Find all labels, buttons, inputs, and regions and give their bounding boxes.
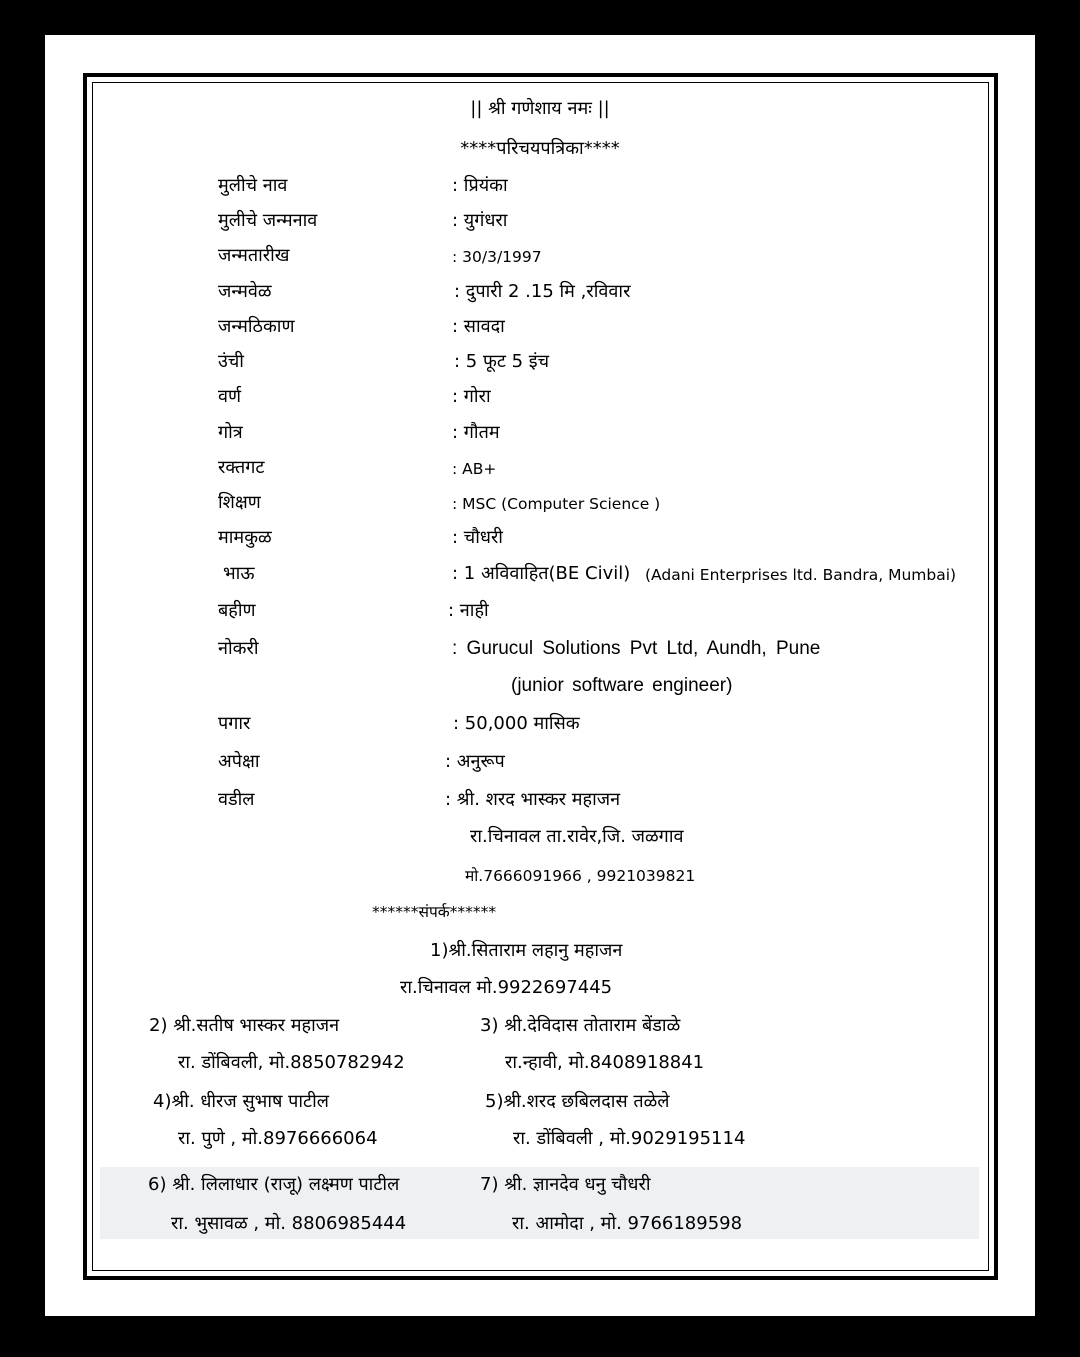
contact-4-address: रा. पुणे , मो.8976666064 [178,1128,378,1149]
value-job: : Gurucul Solutions Pvt Ltd, Aundh, Pune [452,638,821,659]
value-birth-time: : दुपारी 2 .15 मि ,रविवार [454,281,631,302]
contact-6-name: 6) श्री. लिलाधार (राजू) लक्ष्मण पाटील [148,1174,400,1195]
value-maternal-family: : चौधरी [452,527,503,548]
value-brother-employer: (Adani Enterprises ltd. Bandra, Mumbai) [645,566,957,584]
contact-heading: ******संपर्क****** [372,903,497,921]
value-gotra: : गौतम [452,422,500,443]
label-brother: भाऊ [223,563,255,584]
value-job-role: (junior software engineer) [511,675,733,696]
contact-2-address: रा. डोंबिवली, मो.8850782942 [178,1052,405,1073]
value-education: : MSC (Computer Science ) [452,495,661,513]
label-complexion: वर्ण [218,386,242,407]
label-name: मुलीचे नाव [218,175,288,196]
contact-5-name: 5)श्री.शरद छबिलदास तळेले [485,1091,670,1112]
contact-3-address: रा.न्हावी, मो.8408918841 [505,1052,705,1073]
contact-3-name: 3) श्री.देविदास तोताराम बेंडाळे [480,1015,681,1036]
value-expectation: : अनुरूप [445,751,505,772]
label-father: वडील [218,789,255,810]
label-birth-name: मुलीचे जन्मनाव [218,210,318,231]
label-birth-place: जन्मठिकाण [218,316,295,337]
value-birth-date: : 30/3/1997 [452,248,542,266]
value-blood-group: : AB+ [452,460,497,478]
contact-5-address: रा. डोंबिवली , मो.9029195114 [513,1128,746,1149]
contact-4-name: 4)श्री. धीरज सुभाष पाटील [153,1091,329,1112]
contact-6-address: रा. भुसावळ , मो. 8806985444 [171,1213,407,1234]
contact-7-name: 7) श्री. ज्ञानदेव धनु चौधरी [480,1174,651,1195]
contact-1-name: 1)श्री.सिताराम लहानु महाजन [430,940,623,961]
value-father-address: रा.चिनावल ता.रावेर,जि. जळगाव [470,826,684,847]
contact-7-address: रा. आमोदा , मो. 9766189598 [512,1213,743,1234]
label-expectation: अपेक्षा [218,751,260,772]
label-sister: बहीण [218,600,256,621]
label-gotra: गोत्र [218,422,243,443]
value-birth-place: : सावदा [452,316,505,337]
label-salary: पगार [218,713,251,734]
label-birth-time: जन्मवेळ [218,281,272,302]
value-father-phone: मो.7666091966 , 9921039821 [465,867,696,885]
value-father: : श्री. शरद भास्कर महाजन [445,789,621,810]
label-height: उंची [218,351,244,372]
value-complexion: : गोरा [452,386,491,407]
value-name: : प्रियंका [452,175,508,196]
contact-2-name: 2) श्री.सतीष भास्कर महाजन [149,1015,340,1036]
invocation-line: || श्री गणेशाय नमः || [470,98,610,119]
value-brother: : 1 अविवाहित(BE Civil) [452,563,631,584]
document-page [45,35,1035,1316]
label-maternal-family: मामकुळ [218,527,272,548]
label-birth-date: जन्मतारीख [218,245,290,266]
value-height: : 5 फूट 5 इंच [454,351,550,372]
contact-1-address: रा.चिनावल मो.9922697445 [400,977,613,998]
value-salary: : 50,000 मासिक [453,713,580,734]
value-birth-name: : युगंधरा [452,210,508,231]
label-education: शिक्षण [218,492,261,513]
value-sister: : नाही [448,600,489,621]
label-blood-group: रक्तगट [218,457,265,478]
document-title: ****परिचयपत्रिका**** [460,138,620,159]
label-job: नोकरी [218,638,259,659]
